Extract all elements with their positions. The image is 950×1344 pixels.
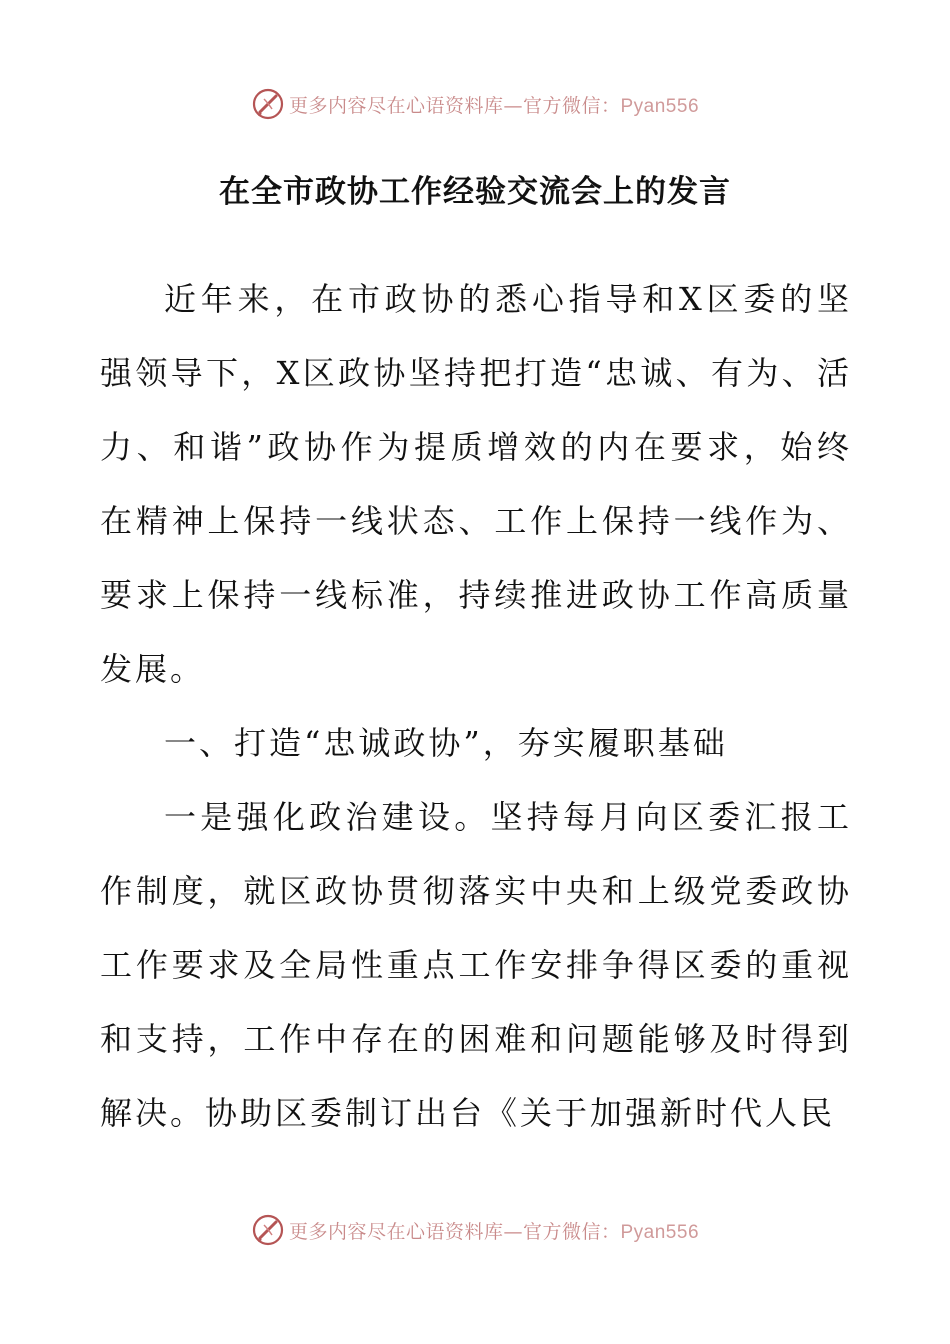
pen-logo-icon (251, 1213, 285, 1247)
footer-watermark-banner (0, 1210, 950, 1250)
header-wechat-id: Pyan556 (620, 95, 700, 117)
paragraph-political-building: 一是强化政治建设。坚持每月向区委汇报工作制度，就区政协贯彻落实中央和上级党委政协工作要求及全局性重点工作安排争得区委的重视和支持，工作中存在的困难和问题能够及时得到解决。协助区委制订出台《关于加强新时代人民 (100, 798, 852, 1132)
footer-watermark-text: 更多内容尽在心语资料库—官方微信：Pyan556 (288, 1220, 700, 1243)
header-watermark-banner (0, 84, 950, 124)
pen-logo-icon (251, 87, 285, 121)
section-heading-1: 一、打造“忠诚政协”，夯实履职基础 (164, 724, 728, 762)
document-title: 在全市政协工作经验交流会上的发言 (219, 174, 731, 210)
paragraph-intro: 近年来，在市政协的悉心指导和X区委的坚强领导下，X区政协坚持把打造“忠诚、有为、活力、和谐”政协作为提质增效的内在要求，始终在精神上保持一线状态、工作上保持一线作为、要求上保持一线标准，持续推进政协工作高质量发展。 (100, 280, 852, 688)
footer-wechat-id: Pyan556 (620, 1221, 700, 1243)
header-watermark-text: 更多内容尽在心语资料库—官方微信：Pyan556 (288, 94, 700, 117)
document-body (100, 262, 852, 1150)
